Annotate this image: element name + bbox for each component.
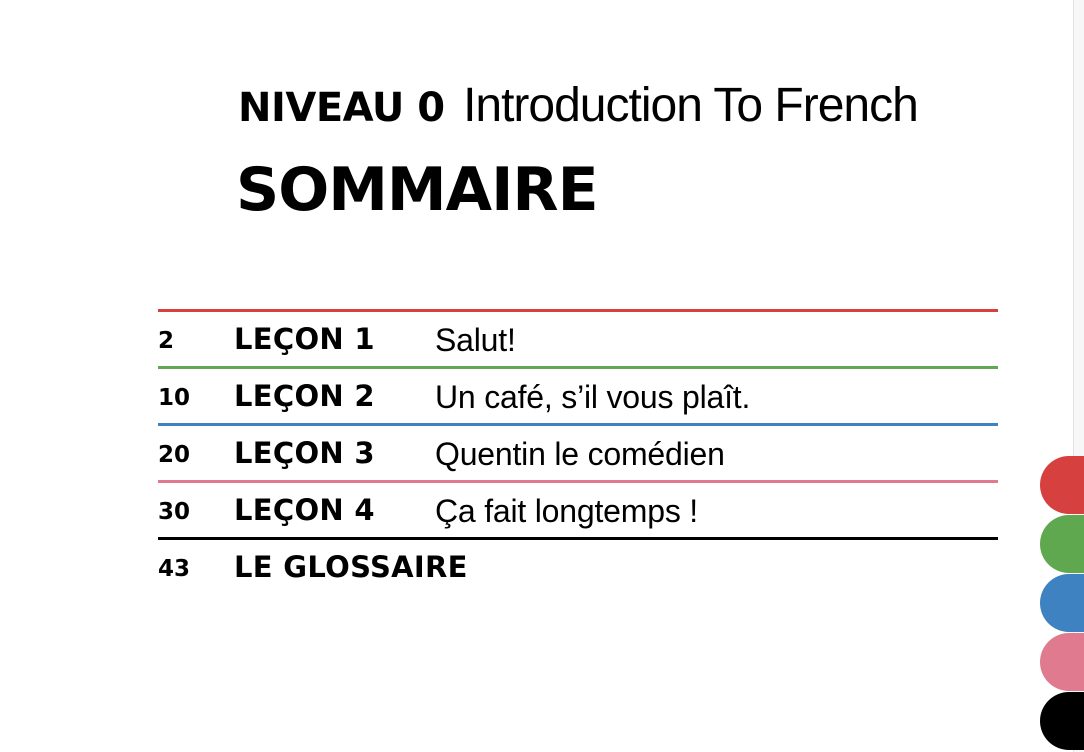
section-tabs (1040, 456, 1084, 751)
toc-divider-pink (158, 480, 998, 483)
toc-row-lesson-3[interactable] (158, 423, 998, 480)
toc-row-lesson-4[interactable] (158, 480, 998, 537)
toc-lesson-title: Quentin le comédien (435, 436, 725, 472)
toc-page-number: 43 (158, 556, 191, 582)
toc-lesson-label: LEÇON 1 (234, 322, 375, 356)
level-subtitle: Introduction To French (463, 79, 918, 132)
toc-divider-black (158, 537, 998, 540)
toc-lesson-label: LEÇON 2 (234, 379, 375, 413)
tab-lesson-1[interactable] (1040, 456, 1084, 514)
toc-glossary-label: LE GLOSSAIRE (234, 550, 468, 584)
toc-lesson-label: LEÇON 3 (234, 436, 375, 470)
toc-lesson-title: Ça fait longtemps ! (435, 493, 698, 529)
level-label: NIVEAU 0 (238, 85, 445, 131)
toc-lesson-title: Un café, s’il vous plaît. (435, 379, 751, 415)
toc-page-number: 30 (158, 499, 191, 525)
toc-row-lesson-1[interactable] (158, 309, 998, 366)
tab-lesson-3[interactable] (1040, 574, 1084, 632)
page-title: SOMMAIRE (236, 155, 598, 225)
toc-divider-blue (158, 423, 998, 426)
toc-page-number: 2 (158, 328, 175, 354)
toc-page-number: 10 (158, 385, 191, 411)
tab-glossary[interactable] (1040, 692, 1084, 750)
toc-lesson-label: LEÇON 4 (234, 493, 375, 527)
toc-row-lesson-2[interactable] (158, 366, 998, 423)
toc-divider-green (158, 366, 998, 369)
toc-lesson-title: Salut! (435, 322, 516, 358)
toc-row-glossary[interactable] (158, 537, 998, 594)
toc-page-number: 20 (158, 442, 191, 468)
tab-lesson-4[interactable] (1040, 633, 1084, 691)
table-of-contents (158, 309, 998, 594)
page-header (238, 78, 918, 133)
tab-lesson-2[interactable] (1040, 515, 1084, 573)
toc-divider-red (158, 309, 998, 312)
